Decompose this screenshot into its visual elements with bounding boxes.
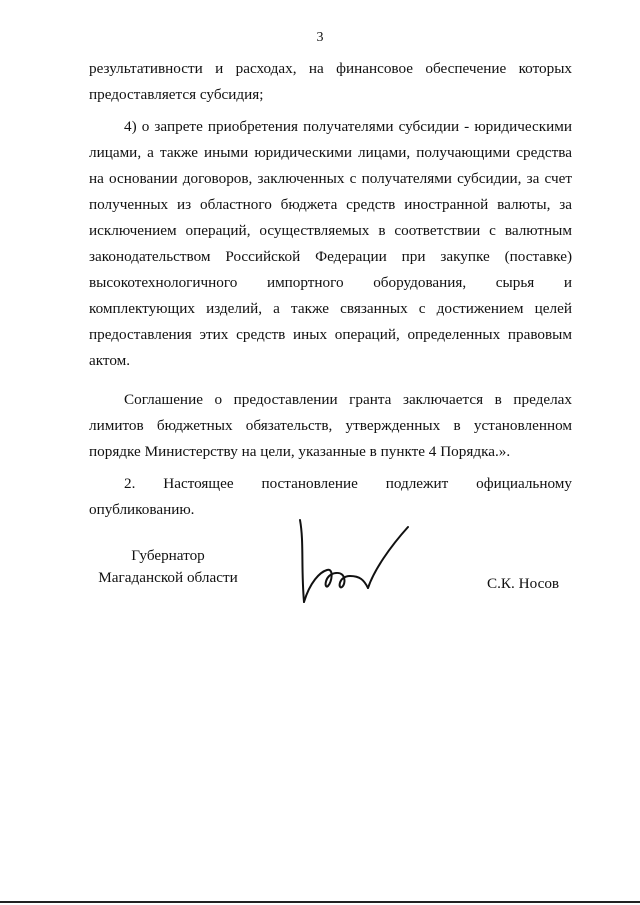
page-number: 3 xyxy=(316,30,324,45)
paragraph-continuation: результативности и расходах, на финансовое обеспечение которых предоставляется субсидия; xyxy=(89,60,572,103)
signatory-title-line-1: Губернатор xyxy=(131,547,205,564)
paragraph-item-4: 4) о запрете приобретения получателями субсидии - юридическими лицами, а также иными юридическими лицами, получающими средства на основании договоров, заключенных с получателями субсидии, за счет полученных из областного бюджета средств иностранной валюты, за исключением операций, осуществляемых в соответствии с валютным законодательством Российской Федерации при закупке (поставке) высокотехнологичного импортного оборудования, сырья и комплектующих изделий, а также связанных с достижением целей предоставления этих средств иных операций, определенных правовым актом. xyxy=(89,118,572,369)
signature-block xyxy=(0,545,640,635)
signatory-name: С.К. Носов xyxy=(487,575,560,592)
document-body xyxy=(89,56,572,523)
paragraph-publication: 2. Настоящее постановление подлежит официальному опубликованию. xyxy=(89,475,572,518)
paragraph-agreement: Соглашение о предоставлении гранта заключается в пределах лимитов бюджетных обязательств, утвержденных в установленном порядке Министерству на цели, указанные в пункте 4 Порядка.». xyxy=(89,391,572,460)
handwritten-signature xyxy=(290,512,420,617)
scan-bottom-edge xyxy=(0,901,640,903)
signatory-title xyxy=(88,545,248,589)
signatory-title-line-2: Магаданской области xyxy=(98,569,238,586)
